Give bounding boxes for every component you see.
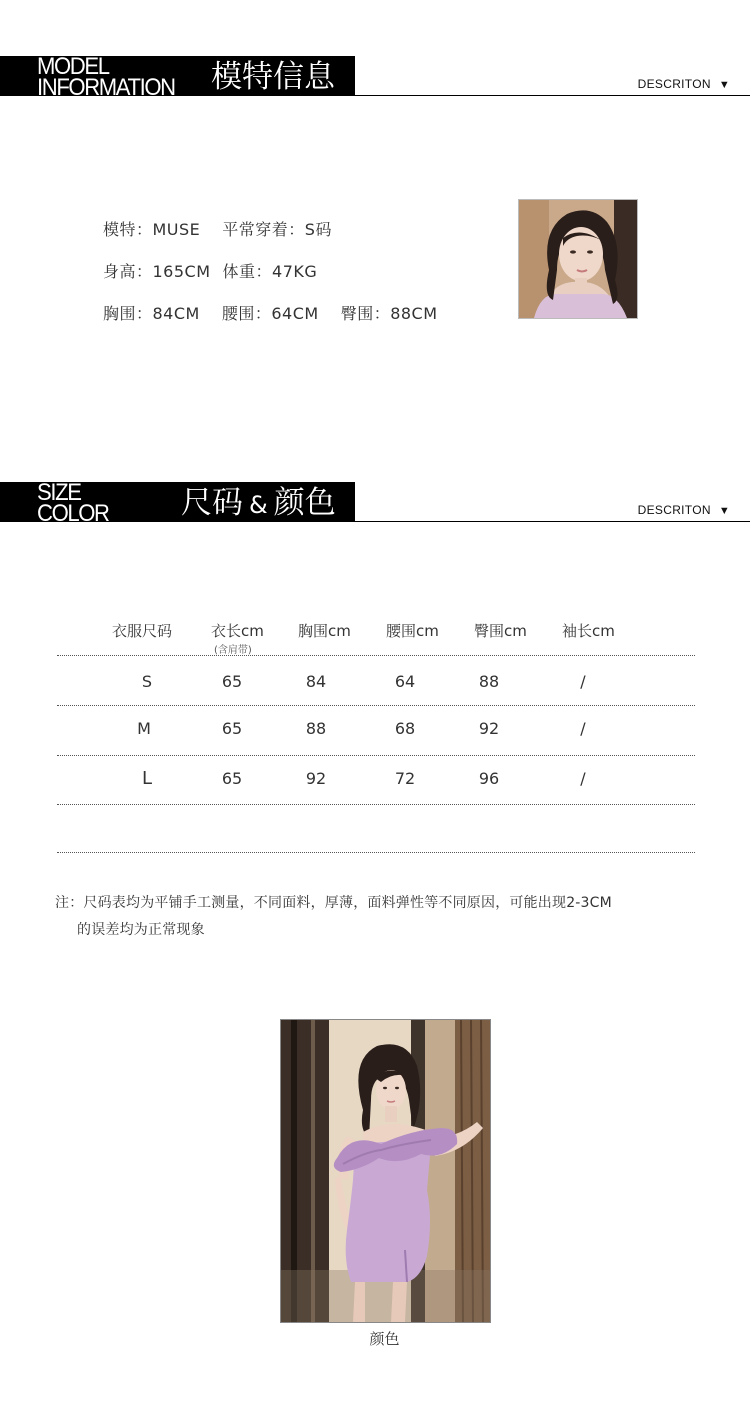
model-info-line-2: 身高：165CM 体重：47KG	[103, 262, 318, 281]
table-cell: 65	[221, 719, 243, 738]
triangle-down-icon: ▼	[718, 505, 730, 517]
table-cell: /	[580, 672, 586, 691]
description-label: DESCRITON ▼	[637, 77, 730, 91]
header-bar	[0, 53, 355, 101]
column-header-sleeve: 袖长cm	[562, 622, 615, 640]
model-portrait	[518, 199, 638, 319]
row-divider	[57, 755, 695, 756]
dress-photo	[280, 1019, 491, 1323]
table-cell: 68	[394, 719, 416, 738]
table-cell: S	[141, 672, 153, 691]
table-cell: 65	[221, 769, 243, 788]
table-cell: 92	[305, 769, 327, 788]
column-header-hip: 臀围cm	[474, 622, 527, 640]
table-cell: 65	[221, 672, 243, 691]
column-header-waist: 腰围cm	[386, 622, 439, 640]
table-cell: M	[137, 719, 151, 738]
table-cell: 72	[394, 769, 416, 788]
row-divider	[57, 852, 695, 853]
table-cell: 96	[478, 769, 500, 788]
row-divider	[57, 804, 695, 805]
table-cell: 88	[478, 672, 500, 691]
header-chinese-title: 模特信息	[211, 59, 335, 95]
table-cell: /	[580, 719, 586, 738]
table-cell: /	[580, 769, 586, 788]
size-color-header	[0, 479, 750, 527]
table-cell: 84	[305, 672, 327, 691]
color-caption: 颜色	[369, 1330, 400, 1348]
header-english-title: SIZE COLOR	[37, 479, 109, 527]
header-chinese-title: 尺码 & 颜色	[181, 485, 336, 521]
row-divider	[57, 705, 695, 706]
table-cell: 92	[478, 719, 500, 738]
header-english-title: MODEL INFORMATION	[37, 53, 175, 101]
column-header-size: 衣服尺码	[112, 622, 173, 640]
triangle-down-icon: ▼	[718, 79, 730, 91]
header-bar	[0, 479, 355, 527]
description-label: DESCRITON ▼	[637, 503, 730, 517]
table-cell: L	[141, 768, 153, 789]
column-header-length: 衣长cm	[211, 622, 264, 640]
column-subheader-length: (含肩带)	[214, 645, 252, 656]
header-rule	[355, 521, 750, 522]
model-info-line-3: 胸围：84CM 腰围：64CM 臀围：88CM	[103, 304, 438, 323]
size-note-line-1: 注：尺码表均为平铺手工测量，不同面料，厚薄，面料弹性等不同原因，可能出现2-3CM	[55, 895, 612, 911]
header-rule	[355, 95, 750, 96]
row-divider	[57, 655, 695, 656]
table-cell: 64	[394, 672, 416, 691]
model-info-header	[0, 53, 750, 101]
model-info-line-1: 模特：MUSE 平常穿着：S码	[103, 220, 332, 239]
size-note-line-2: 的误差均为正常现象	[77, 922, 205, 938]
column-header-bust: 胸围cm	[298, 622, 351, 640]
table-cell: 88	[305, 719, 327, 738]
